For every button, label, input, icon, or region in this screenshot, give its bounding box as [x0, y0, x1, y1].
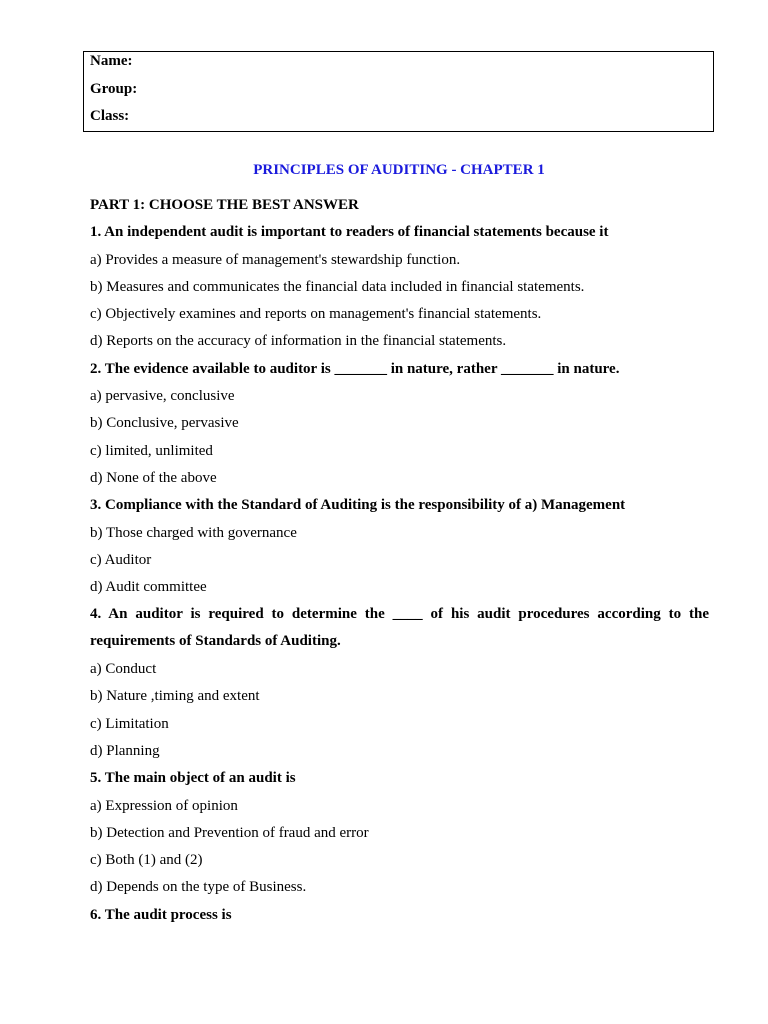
question-3-option-b: b) Those charged with governance: [90, 524, 297, 541]
question-1: 1. An independent audit is important to readers of financial statements because it: [90, 224, 609, 241]
question-1-option-a: a) Provides a measure of management's stewardship function.: [90, 251, 461, 268]
question-5-option-b: b) Detection and Prevention of fraud and error: [90, 824, 369, 841]
question-3: 3. Compliance with the Standard of Auditing is the responsibility of a) Management: [90, 497, 626, 514]
question-2: 2. The evidence available to auditor is _______ in nature, rather _______ in nature.: [90, 360, 620, 377]
question-6: 6. The audit process is: [90, 906, 232, 923]
question-2-option-a: a) pervasive, conclusive: [90, 388, 235, 405]
question-2-option-d: d) None of the above: [90, 469, 217, 486]
question-4-option-c: c) Limitation: [90, 715, 169, 732]
question-2-option-b: b) Conclusive, pervasive: [90, 415, 239, 432]
question-4-option-a: a) Conduct: [90, 661, 157, 678]
class-label: Class:: [90, 108, 130, 124]
part-heading: PART 1: CHOOSE THE BEST ANSWER: [90, 197, 359, 213]
question-5-option-c: c) Both (1) and (2): [90, 852, 203, 869]
name-label: Name:: [90, 53, 133, 69]
student-info-box: [83, 51, 714, 132]
question-section: [90, 194, 709, 931]
question-4-option-d: d) Planning: [90, 742, 160, 759]
question-1-option-c: c) Objectively examines and reports on management's financial statements.: [90, 306, 542, 323]
question-3-option-d: d) Audit committee: [90, 579, 207, 596]
question-3-option-c: c) Auditor: [90, 551, 152, 568]
group-label: Group:: [90, 80, 138, 97]
question-1-option-b: b) Measures and communicates the financial data included in financial statements.: [90, 278, 585, 295]
question-2-option-c: c) limited, unlimited: [90, 442, 213, 459]
document-title: PRINCIPLES OF AUDITING - CHAPTER 1: [253, 162, 545, 178]
question-1-option-d: d) Reports on the accuracy of information in the financial statements.: [90, 333, 507, 350]
question-5: 5. The main object of an audit is: [90, 770, 296, 787]
question-4: 4. An auditor is required to determine the ____ of his audit procedures according to the requirements of Standards of Auditing.: [90, 605, 709, 650]
question-5-option-d: d) Depends on the type of Business.: [90, 879, 307, 896]
question-4-option-b: b) Nature ,timing and extent: [90, 688, 260, 705]
question-5-option-a: a) Expression of opinion: [90, 797, 238, 814]
